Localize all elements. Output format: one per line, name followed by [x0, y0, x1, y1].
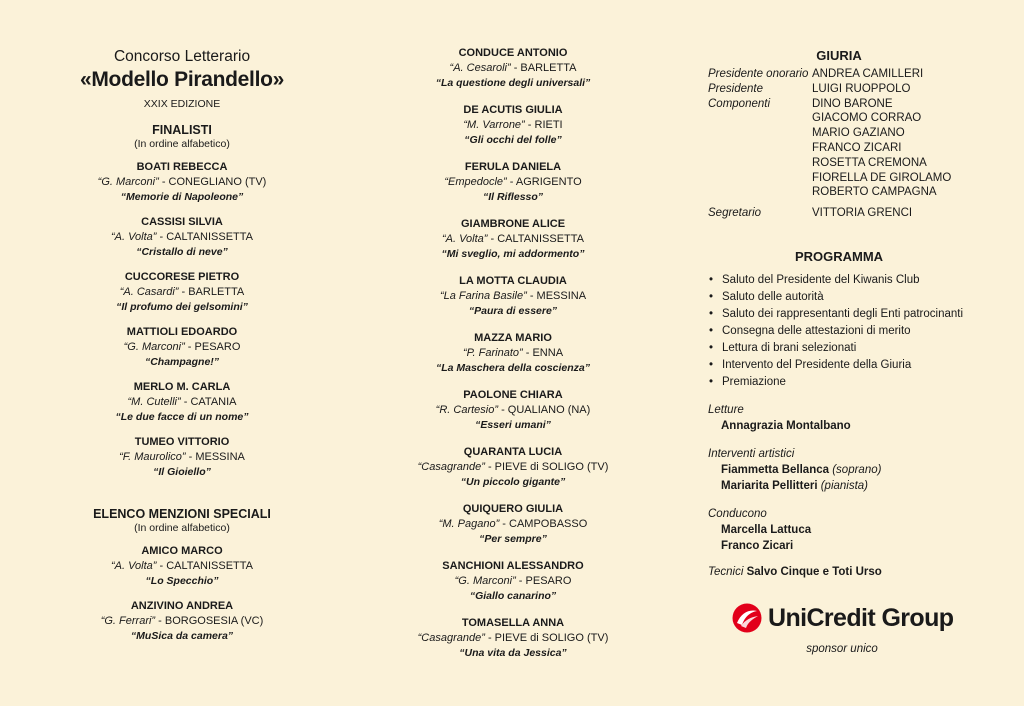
finalist-name: SANCHIONI ALESSANDRO [442, 560, 584, 572]
finalist-work: “Mi sveglio, mi addormento” [441, 248, 585, 260]
finalist-work: “Il Gioiello” [153, 466, 211, 478]
finalist-name: MATTIOLI EDOARDO [126, 326, 238, 338]
programme-heading: PROGRAMMA [794, 248, 884, 264]
column-right [708, 0, 998, 578]
finalist-name: QUARANTA LUCIA [463, 446, 563, 458]
mention-school: “G. Ferrari” - BORGOSESIA (VC) [100, 615, 264, 627]
finalist-work: “Per sempre” [479, 533, 547, 545]
finalist-work: “Paura di essere” [468, 305, 558, 317]
finalist-entry [60, 160, 304, 215]
finalists-heading: FINALISTI [152, 123, 212, 137]
mention-work: “Lo Specchio” [145, 575, 219, 587]
finalist-work: “Giallo canarino” [469, 590, 557, 602]
jury-member: ROBERTO CAMPAGNA [812, 186, 937, 199]
finalist-entry [392, 616, 634, 673]
jury-member: ANDREA CAMILLERI [812, 68, 924, 80]
mention-entry [60, 544, 304, 599]
programme-item: • Premiazione [708, 374, 998, 391]
column-middle [392, 0, 634, 673]
finalist-school: “R. Cartesio” - QUALIANO (NA) [435, 404, 591, 416]
finalists-subheading: (In ordine alfabetico) [134, 138, 230, 150]
finalist-name: CONDUCE ANTONIO [458, 47, 568, 59]
finalist-school: “G. Marconi” - PESARO [123, 341, 241, 353]
finalist-work: “Memorie di Napoleone” [120, 191, 244, 203]
finalist-entry [392, 46, 634, 103]
finalist-name: TUMEO VITTORIO [134, 436, 230, 448]
event-name: Concorso Letterario [113, 48, 251, 65]
finalist-entry [60, 380, 304, 435]
finalist-entry [60, 270, 304, 325]
sponsor-brand: UniCredit Group [768, 603, 954, 632]
host-name: Franco Zicari [721, 539, 794, 552]
jury-role: Segretario [708, 207, 762, 220]
finalist-work: “Il profumo dei gelsomini” [116, 301, 248, 313]
finalist-school: “Casagrande” - PIEVE di SOLIGO (TV) [417, 632, 609, 644]
mentions-header [60, 507, 304, 535]
jury-role: Componenti [708, 97, 771, 110]
mention-entry [60, 599, 304, 654]
mentions-heading: ELENCO MENZIONI SPECIALI [93, 507, 271, 521]
sponsor-logo [732, 603, 962, 633]
finalist-entry [60, 325, 304, 380]
finalist-entry [392, 331, 634, 388]
programme-item: • Saluto del Presidente del Kiwanis Club [708, 272, 998, 289]
jury-members-list [812, 97, 951, 201]
artist-entry: Mariarita Pellitteri (pianista) [721, 479, 869, 492]
finalist-entry [392, 160, 634, 217]
finalist-school: “F. Maurolico” - MESSINA [119, 451, 245, 463]
jury-row-honorary [708, 67, 998, 82]
mention-school: “A. Volta” - CALTANISSETTA [110, 560, 254, 572]
technicians-label: Tecnici [708, 565, 744, 578]
finalist-school: “G. Marconi” - CONEGLIANO (TV) [97, 176, 267, 188]
jury-member: LUIGI RUOPPOLO [812, 82, 911, 95]
artist-entry: Fiammetta Bellanca (soprano) [721, 463, 882, 476]
technicians-line [708, 566, 998, 578]
mentions-subheading: (In ordine alfabetico) [134, 522, 230, 534]
finalist-name: CASSISI SILVIA [141, 216, 223, 228]
jury-member: FRANCO ZICARI [812, 141, 902, 154]
finalist-name: PAOLONE CHIARA [463, 389, 563, 401]
jury-row-members [708, 97, 998, 201]
finalist-name: MERLO M. CARLA [133, 381, 231, 393]
jury-role: Presidente onorario [708, 68, 809, 80]
readings-label: Letture [708, 403, 744, 416]
finalist-entry [392, 217, 634, 274]
finalist-school: “A. Volta” - CALTANISSETTA [441, 233, 585, 245]
jury-member: ROSETTA CREMONA [812, 156, 927, 169]
programme-list [708, 272, 998, 391]
finalist-work: “La questione degli universali” [435, 77, 591, 89]
finalist-work: “Gli occhi del folle” [464, 134, 562, 146]
bullet-icon: • [709, 273, 714, 286]
jury-member: DINO BARONE [812, 97, 893, 110]
finalist-school: “M. Varrone” - RIETI [463, 119, 563, 131]
finalist-entry [392, 502, 634, 559]
finalist-entry [60, 435, 304, 490]
finalist-entry [392, 559, 634, 616]
finalist-name: FERULA DANIELA [464, 161, 562, 173]
jury-heading: GIURIA [816, 48, 862, 63]
finalist-work: “Un piccolo gigante” [460, 476, 566, 488]
column-left [60, 0, 304, 654]
edition-label: XXIX EDIZIONE [143, 98, 221, 110]
finalist-entry [60, 215, 304, 270]
finalist-entry [392, 388, 634, 445]
mention-name: AMICO MARCO [141, 545, 223, 557]
technicians-names: Salvo Cinque e Toti Urso [746, 565, 882, 578]
jury-member: VITTORIA GRENCI [812, 207, 913, 220]
finalist-school: “Casagrande” - PIEVE di SOLIGO (TV) [417, 461, 609, 473]
finalist-name: DE ACUTIS GIULIA [463, 104, 563, 116]
host-name: Marcella Lattuca [721, 523, 812, 536]
finalists-list-left [60, 160, 304, 490]
bullet-icon: • [709, 358, 714, 371]
hosts-block [708, 506, 998, 554]
jury-row-secretary [708, 206, 998, 221]
finalist-work: “Esseri umani” [475, 419, 551, 431]
finalist-name: LA MOTTA CLAUDIA [459, 275, 567, 287]
jury-role: Presidente [708, 82, 763, 95]
finalist-name: MAZZA MARIO [474, 332, 552, 344]
bullet-icon: • [709, 324, 714, 337]
finalist-school: “La Farina Basile” - MESSINA [439, 290, 587, 302]
jury-member: GIACOMO CORRAO [812, 112, 922, 125]
finalist-work: “Le due facce di un nome” [115, 411, 249, 423]
finalist-work: “La Maschera della coscienza” [435, 362, 591, 374]
finalist-work: “Champagne!” [144, 356, 220, 368]
finalist-work: “Cristallo di neve” [136, 246, 228, 258]
jury-row-president [708, 82, 998, 97]
finalist-name: TOMASELLA ANNA [461, 617, 565, 629]
finalist-name: QUIQUERO GIULIA [462, 503, 564, 515]
finalist-school: “P. Farinato” - ENNA [462, 347, 564, 359]
event-title: «Modello Pirandello» [79, 68, 285, 91]
jury-member: MARIO GAZIANO [812, 127, 905, 140]
hosts-label: Conducono [708, 507, 767, 520]
finalist-work: “Una vita da Jessica” [459, 647, 567, 659]
finalist-school: “A. Cesaroli” - BARLETTA [449, 62, 577, 74]
reader-name: Annagrazia Montalbano [721, 419, 851, 432]
finalist-school: “G. Marconi” - PESARO [454, 575, 572, 587]
finalists-header [60, 123, 304, 151]
finalist-name: CUCCORESE PIETRO [124, 271, 240, 283]
jury-table [708, 67, 998, 221]
artistic-label: Interventi artistici [708, 447, 795, 460]
mention-name: ANZIVINO ANDREA [130, 600, 234, 612]
finalist-entry [392, 274, 634, 331]
programme-item: • Saluto delle autorità [708, 289, 998, 306]
finalist-school: “Empedocle” - AGRIGENTO [444, 176, 582, 188]
finalist-entry [392, 445, 634, 502]
finalist-school: “A. Volta” - CALTANISSETTA [110, 231, 254, 243]
programme-item: • Saluto dei rappresentanti degli Enti patrocinanti [708, 306, 998, 323]
jury-member: FIORELLA DE GIROLAMO [812, 171, 952, 184]
finalist-name: GIAMBRONE ALICE [460, 218, 566, 230]
finalist-school: “A. Casardi” - BARLETTA [119, 286, 245, 298]
programme-item: • Intervento del Presidente della Giuria [708, 357, 998, 374]
mention-work: “MuSica da camera” [130, 630, 234, 642]
finalist-school: “M. Pagano” - CAMPOBASSO [438, 518, 588, 530]
mentions-list [60, 544, 304, 654]
programme-item: • Lettura di brani selezionati [708, 340, 998, 357]
bullet-icon: • [709, 290, 714, 303]
bullet-icon: • [709, 341, 714, 354]
finalist-entry [392, 103, 634, 160]
sponsor-caption: sponsor unico [806, 643, 878, 655]
readings-block [708, 402, 998, 434]
programme-item: • Consegna delle attestazioni di merito [708, 323, 998, 340]
unicredit-logo-icon [732, 603, 762, 633]
finalist-school: “M. Cutelli” - CATANIA [127, 396, 237, 408]
sponsor-block [732, 603, 962, 655]
finalist-name: BOATI REBECCA [136, 161, 228, 173]
artistic-block [708, 446, 998, 494]
bullet-icon: • [709, 375, 714, 388]
bullet-icon: • [709, 307, 714, 320]
finalist-work: “Il Riflesso” [482, 191, 544, 203]
